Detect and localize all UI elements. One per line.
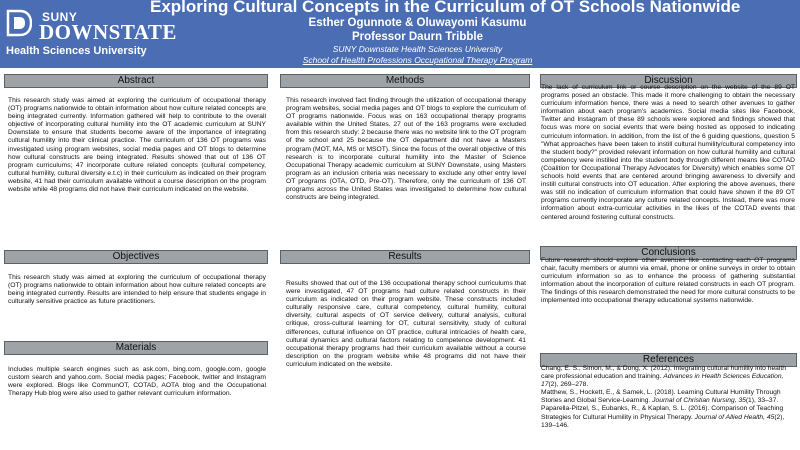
poster-authors: Esther Ogunnote & Oluwayomi Kasumu [308, 17, 527, 29]
downstate-logo-mark-icon [6, 9, 32, 37]
reference-item [541, 365, 795, 389]
poster-school: School of Health Professions Occupational Therapy Program [302, 55, 533, 65]
logo-university-text: Health Sciences University [6, 45, 147, 57]
references-list [541, 365, 795, 430]
poster-header [0, 0, 800, 68]
references-heading: References [540, 353, 797, 367]
poster-institution: SUNY Downstate Health Sciences University [332, 44, 503, 54]
poster-title: Exploring Cultural Concepts in the Curriculum of OT Schools Nationwide [150, 0, 741, 16]
downstate-logo [6, 5, 177, 57]
materials-text: Includes multiple search engines such as ask.com, bing.com, google.com, google custom search and yahoo.com. Social media pages; Facebook, twitter and Instagram were explored. Blogs like CommunOT, COTAD, AOTA blog and the Occupational Therapy Hub blog were also used to gather relevant curriculum information. [8, 366, 266, 398]
logo-suny-text: SUNY [42, 10, 78, 24]
reference-journal: Journal of Christian Nursing, 35 [652, 397, 746, 405]
poster-advisor: Professor Daurn Tribble [351, 31, 483, 43]
reference-journal: Journal of Allied Health, 45 [694, 413, 775, 421]
reference-item [541, 405, 795, 429]
reference-item [541, 389, 795, 405]
reference-authors: Paparella-Pitzel, S., Eubanks, R., & Kaplan, S. L. (2016). Comparison of Teaching Strategies for Cultural Humility in Physical Therapy. [541, 405, 784, 421]
results-heading: Results [280, 250, 530, 264]
reference-pages: (2), 269–278. [548, 381, 589, 389]
methods-text: This research involved fact finding through the utilization of occupational therapy program websites, social media pages and OT blogs to explore the curriculum of OT programs nationwide. Focus was on 163 occupational therapy programs available within the United States. 27 out of the 163 programs were excluded from this research study: 2 because there was no website link to the OT program of the school and 25 because the OT department did not have a Masters program (MOT, MA, MS or MSOT). Since the focus of the overall objective of this research is to incorporate cultural humility into the Master of Science Occupational Therapy academic curriculum at SUNY Downstate, using Masters program as an inclusion criteria was necessary to exclude any other entry level OT programs (OTA, OTD, Pre-OT). Therefore, only the curriculum of 136 OT programs across the United States was investigated to determine how cultural constructs are being integrated. [286, 97, 526, 202]
reference-pages: (2), 139–146. [541, 413, 785, 429]
materials-heading: Materials [4, 341, 268, 355]
results-text: Results showed that out of the 136 occupational therapy school curriculums that were investigated, 47 OT programs had culture related constructs in their curriculum as indicated on their program website. These constructs included culturally responsive care, cultural competency, cultural humility, cultural diversity, cultural aspects of OT service delivery, cultural analysis, cultural critique, cross-cultural learning for OT, cultural sensitivity, study of cultural differences, cultural influence on OT practice, cultural intricacies of health care, cultural dynamics and cultural factors relating to competence development. 41 occupational therapy programs had their curriculum available without a course description on the program website while 48 programs did not have their curriculum indicated on the website. [286, 280, 526, 368]
reference-journal: Advances in Health Sciences Education, 17 [541, 373, 784, 389]
objectives-heading: Objectives [4, 250, 268, 264]
conclusions-text: Future research should explore other avenues like contacting each OT programs chair, faculty members or alumni via email, phone or online surveys in order to obtain curriculum information so as to enhance the process of gathering substantial information about the incorporation of culture related constructs in each OT program. The findings of this research demonstrated the need for more cultural constructs to be implemented into occupational therapy educational systems nationwide. [541, 257, 795, 305]
reference-authors: Chang, E. S., Simon, M., & Dong, X. (2012). Integrating cultural humility into health care professional education and training. [541, 365, 786, 381]
logo-downstate-text: DOWNSTATE [39, 20, 177, 44]
conclusions-heading: Conclusions [540, 246, 797, 260]
objectives-text: This research study was aimed at exploring the curriculum of occupational therapy (OT) programs nationwide to obtain information about how culture related concepts are being integrated currently. Results are intended to help ensure that students engage in culturally sensitive practice as future practitioners. [8, 274, 266, 306]
reference-authors: Matthew, S., Hockett, E., & Samek, L. (2018). Learning Cultural Humility Through Stories and Global Service-Learning. [541, 389, 781, 405]
discussion-heading: Discussion [540, 74, 797, 88]
abstract-heading: Abstract [4, 74, 268, 88]
reference-pages: (1), 33–37. [745, 397, 779, 405]
abstract-text: This research study was aimed at exploring the curriculum of occupational therapy (OT) programs nationwide to obtain information about how culture related concepts are being integrated currently. Information gathered will help to contribute to the overall objective of incorporating cultural humility into the OT academic curriculum at SUNY Downstate to ensure that students become aware of the importance of integrating cultural humility into their clinical practice. The curriculum of 136 OT programs was investigated using program websites, social media pages and OT blogs to determine how cultural constructs are being integrated. Results showed that out of 136 OT program curriculums; 47 incorporate culture related concepts (cultural competency, cultural humility, cultural diversity e.t.c) in their curriculum as indicated on their program website, 41 had their curriculum available without a course description on the program website while 48 programs did not have their curriculum indicated on the website. [8, 97, 266, 194]
methods-heading: Methods [280, 74, 530, 88]
discussion-text: The lack of curriculum link or course description on the website of the 89 OT programs posed an obstacle. This made it more challenging to obtain the necessary curriculum information hence, there was a need to search other avenues to gather information about each program's academics. Social media sites like Facebook, Twitter and Instagram of these 89 schools were explored and findings showed that focus was more on social events that were being hosted as opposed to indicating curriculum information. In addition, from the list of the 6 guiding questions, question 5 "What approaches have been taken to instill cultural humility/cultural competency into the student body?" provided relevant information on how cultural humility and cultural competency were instilled into the student body through different means like COTAD (Coalition for Occupational Therapy Advocates for Diversity) which enables some OT schools hold events that are centered around bringing awareness to diversify and instill cultural constructs into OT education. After exploring the above avenues, there was still no indication of curriculum information that could have shown if the 89 OT programs currently incorporate any culture related concepts. Instead, there was more information about extra-curricular activities in the likes of the COTAD events that centered around fostering cultural constructs. [541, 84, 795, 221]
